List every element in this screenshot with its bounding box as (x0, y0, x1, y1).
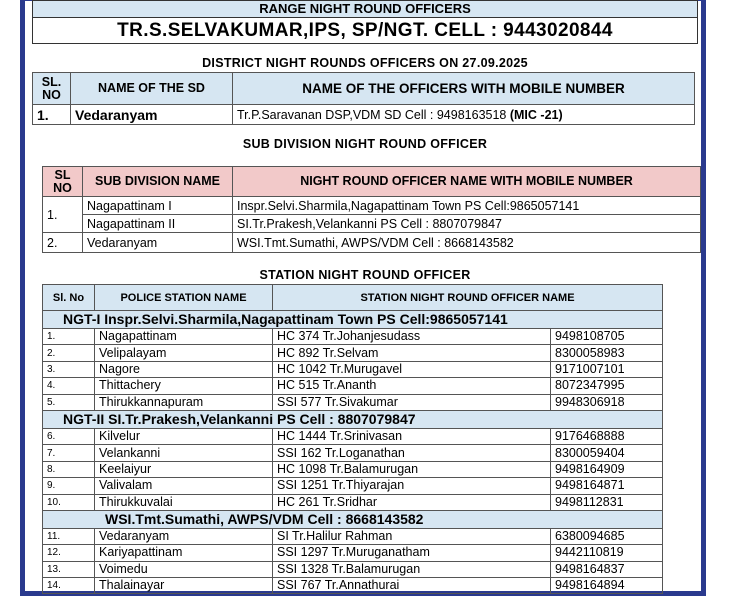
station-col-sl: Sl. No (43, 285, 95, 311)
header-box (32, 0, 698, 44)
station-heading: STATION NIGHT ROUND OFFICER (259, 268, 471, 282)
station-row-mobile: 9498112831 (551, 494, 663, 510)
station-row-ps: Thirukkannapuram (95, 394, 273, 410)
station-row-officer: SSI 1251 Tr.Thiyarajan (273, 478, 551, 494)
station-row-mobile: 8300058983 (551, 345, 663, 361)
station-group-header: NGT-I Inspr.Selvi.Sharmila,Nagapattinam Town PS Cell:9865057141 (43, 311, 663, 329)
station-row-mobile: 9176468888 (551, 428, 663, 444)
district-table (32, 72, 695, 125)
station-row-mobile: 8072347995 (551, 378, 663, 394)
station-row-ps: Thalainayar (95, 578, 273, 594)
station-col-ps: POLICE STATION NAME (95, 285, 273, 311)
station-table (42, 284, 663, 594)
subdivision-row-officer: WSI.Tmt.Sumathi, AWPS/VDM Cell : 8668143582 (233, 233, 701, 253)
subdivision-row-officer: SI.Tr.Prakesh,Velankanni PS Cell : 8807079847 (233, 215, 701, 233)
district-row-officer: Tr.P.Saravanan DSP,VDM SD Cell : 9498163518 (237, 107, 507, 122)
station-row-officer: HC 374 Tr.Johanjesudass (273, 329, 551, 345)
subdivision-col-sub: SUB DIVISION NAME (83, 167, 233, 197)
station-row-sl: 9. (43, 478, 95, 494)
station-row-officer: SSI 1328 Tr.Balamurugan (273, 561, 551, 577)
station-row-ps: Voimedu (95, 561, 273, 577)
station-row-mobile: 9498164837 (551, 561, 663, 577)
station-group-header: WSI.Tmt.Sumathi, AWPS/VDM Cell : 8668143582 (43, 510, 663, 528)
station-row (43, 578, 663, 594)
header-title: RANGE NIGHT ROUND OFFICERS (33, 1, 697, 18)
station-row-ps: Thittachery (95, 378, 273, 394)
station-row (43, 561, 663, 577)
station-row (43, 478, 663, 494)
station-row-ps: Kilvelur (95, 428, 273, 444)
header-main-officer: TR.S.SELVAKUMAR,IPS, SP/NGT. CELL : 9443020844 (117, 20, 613, 41)
station-row (43, 461, 663, 477)
station-row-officer: HC 261 Tr.Sridhar (273, 494, 551, 510)
district-row-officer-cell (233, 105, 695, 125)
station-group-header: NGT-II SI.Tr.Prakesh,Velankanni PS Cell : 8807079847 (43, 410, 663, 428)
station-row-sl: 5. (43, 394, 95, 410)
station-row-mobile: 9442110819 (551, 545, 663, 561)
station-row-sl: 6. (43, 428, 95, 444)
station-row-mobile: 9498164871 (551, 478, 663, 494)
station-row-ps: Vedaranyam (95, 528, 273, 544)
station-row-sl: 10. (43, 494, 95, 510)
station-row (43, 545, 663, 561)
station-row-officer: SSI 767 Tr.Annathurai (273, 578, 551, 594)
district-row-sd: Vedaranyam (71, 105, 233, 125)
station-row-ps: Nagore (95, 361, 273, 377)
station-row-sl: 14. (43, 578, 95, 594)
subdivision-table (42, 166, 701, 253)
district-row-code: (MIC -21) (509, 107, 563, 122)
subdivision-col-sl: SL NO (43, 167, 83, 197)
station-row-sl: 11. (43, 528, 95, 544)
station-row-officer: HC 1042 Tr.Murugavel (273, 361, 551, 377)
station-row (43, 428, 663, 444)
subdivision-row-name: Nagapattinam I (83, 197, 233, 215)
station-row-officer: HC 892 Tr.Selvam (273, 345, 551, 361)
station-row-mobile: 9171007101 (551, 361, 663, 377)
subdivision-col-officer: NIGHT ROUND OFFICER NAME WITH MOBILE NUMBER (233, 167, 701, 197)
subdivision-heading: SUB DIVISION NIGHT ROUND OFFICER (242, 137, 488, 151)
station-row-officer: HC 1098 Tr.Balamurugan (273, 461, 551, 477)
subdivision-row (43, 215, 701, 233)
station-row-sl: 13. (43, 561, 95, 577)
station-row-ps: Valivalam (95, 478, 273, 494)
district-row (33, 105, 695, 125)
station-row-officer: HC 1444 Tr.Srinivasan (273, 428, 551, 444)
station-row (43, 528, 663, 544)
station-row (43, 345, 663, 361)
station-row-sl: 4. (43, 378, 95, 394)
district-heading: DISTRICT NIGHT ROUNDS OFFICERS ON 27.09.2025 (202, 56, 528, 70)
station-row-sl: 8. (43, 461, 95, 477)
station-row (43, 361, 663, 377)
station-row-sl: 1. (43, 329, 95, 345)
station-row-ps: Velipalayam (95, 345, 273, 361)
station-row-mobile: 9498164909 (551, 461, 663, 477)
station-row-officer: SSI 1297 Tr.Muruganatham (273, 545, 551, 561)
station-row-ps: Keelaiyur (95, 461, 273, 477)
station-row-officer: SSI 162 Tr.Loganathan (273, 445, 551, 461)
station-row-officer: SSI 577 Tr.Sivakumar (273, 394, 551, 410)
station-row-mobile: 9948306918 (551, 394, 663, 410)
station-row-sl: 12. (43, 545, 95, 561)
station-row (43, 494, 663, 510)
subdivision-row-sl: 1. (43, 197, 83, 233)
station-row-officer: SI Tr.Halilur Rahman (273, 528, 551, 544)
station-row-ps: Velankanni (95, 445, 273, 461)
station-row-ps: Kariyapattinam (95, 545, 273, 561)
subdivision-row (43, 197, 701, 215)
subdivision-row (43, 233, 701, 253)
station-row-ps: Nagapattinam (95, 329, 273, 345)
station-row-sl: 7. (43, 445, 95, 461)
station-row (43, 378, 663, 394)
station-row (43, 445, 663, 461)
district-col-sl: SL. NO (33, 73, 71, 105)
district-col-officer: NAME OF THE OFFICERS WITH MOBILE NUMBER (233, 73, 695, 105)
district-col-sd: NAME OF THE SD (71, 73, 233, 105)
station-row (43, 329, 663, 345)
station-row-mobile: 9498164894 (551, 578, 663, 594)
station-row-officer: HC 515 Tr.Ananth (273, 378, 551, 394)
station-row-ps: Thirukkuvalai (95, 494, 273, 510)
district-row-sl: 1. (33, 105, 71, 125)
station-row (43, 394, 663, 410)
subdivision-row-sl: 2. (43, 233, 83, 253)
station-row-mobile: 9498108705 (551, 329, 663, 345)
station-row-sl: 3. (43, 361, 95, 377)
subdivision-row-name: Nagapattinam II (83, 215, 233, 233)
subdivision-row-name: Vedaranyam (83, 233, 233, 253)
subdivision-row-officer: Inspr.Selvi.Sharmila,Nagapattinam Town PS Cell:9865057141 (233, 197, 701, 215)
station-row-sl: 2. (43, 345, 95, 361)
station-row-mobile: 6380094685 (551, 528, 663, 544)
station-row-mobile: 8300059404 (551, 445, 663, 461)
station-col-officer: STATION NIGHT ROUND OFFICER NAME (273, 285, 663, 311)
